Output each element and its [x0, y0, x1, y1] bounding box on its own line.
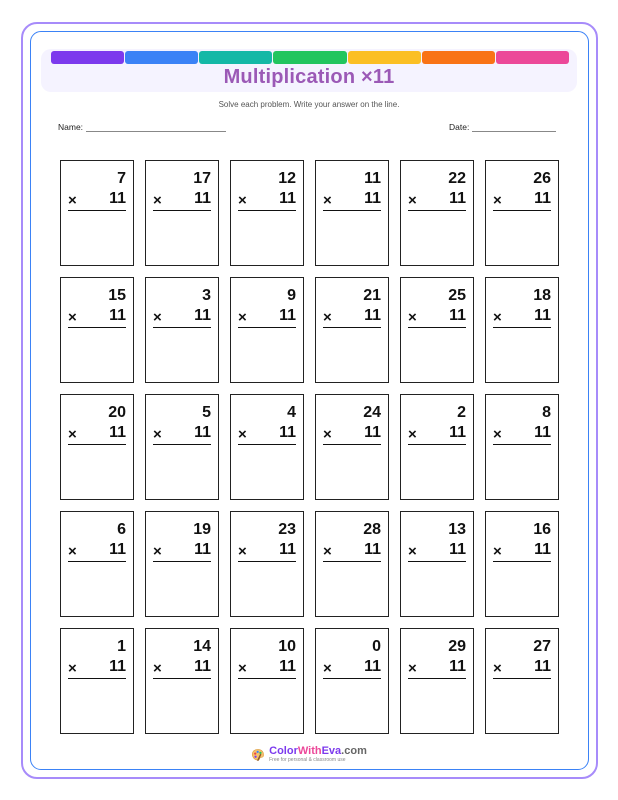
answer-line	[68, 444, 126, 445]
times-sign: ×	[68, 192, 77, 209]
times-sign: ×	[493, 426, 502, 443]
multiplicand: 20	[108, 404, 126, 421]
problem-grid	[60, 160, 559, 734]
multiplicand: 28	[363, 521, 381, 538]
multiplicand: 6	[117, 521, 126, 538]
times-sign: ×	[153, 543, 162, 560]
problem-box[interactable]	[485, 511, 559, 617]
answer-line	[153, 327, 211, 328]
multiplicand: 27	[533, 638, 551, 655]
problem-box[interactable]	[315, 394, 389, 500]
multiplicand: 17	[193, 170, 211, 187]
multiplier: 11	[364, 307, 381, 324]
answer-line	[493, 444, 551, 445]
problem-box[interactable]	[400, 160, 474, 266]
problem-box[interactable]	[230, 628, 304, 734]
problem-box[interactable]	[145, 160, 219, 266]
problem-box[interactable]	[230, 394, 304, 500]
multiplier: 11	[279, 190, 296, 207]
problem-box[interactable]	[400, 394, 474, 500]
rainbow-segment	[125, 51, 198, 64]
rainbow-bar	[51, 51, 569, 64]
multiplicand: 2	[457, 404, 466, 421]
problem-box[interactable]	[60, 394, 134, 500]
times-sign: ×	[408, 309, 417, 326]
answer-line	[68, 327, 126, 328]
answer-line	[68, 678, 126, 679]
times-sign: ×	[238, 309, 247, 326]
times-sign: ×	[493, 192, 502, 209]
multiplicand: 19	[193, 521, 211, 538]
problem-box[interactable]	[485, 160, 559, 266]
multiplicand: 12	[278, 170, 296, 187]
multiplicand: 15	[108, 287, 126, 304]
times-sign: ×	[153, 309, 162, 326]
multiplier: 11	[364, 541, 381, 558]
multiplier: 11	[364, 424, 381, 441]
date-line[interactable]	[472, 123, 556, 132]
answer-line	[408, 678, 466, 679]
times-sign: ×	[238, 426, 247, 443]
problem-box[interactable]	[485, 394, 559, 500]
answer-line	[238, 327, 296, 328]
rainbow-segment	[422, 51, 495, 64]
multiplicand: 18	[533, 287, 551, 304]
multiplicand: 11	[364, 170, 381, 187]
problem-box[interactable]	[60, 511, 134, 617]
name-line[interactable]	[86, 123, 226, 132]
times-sign: ×	[408, 192, 417, 209]
times-sign: ×	[238, 543, 247, 560]
name-label: Name:	[58, 122, 84, 132]
problem-box[interactable]	[60, 277, 134, 383]
palette-icon	[251, 748, 265, 762]
multiplier: 11	[109, 658, 126, 675]
times-sign: ×	[238, 660, 247, 677]
multiplier: 11	[279, 658, 296, 675]
problem-box[interactable]	[400, 511, 474, 617]
multiplier: 11	[449, 541, 466, 558]
answer-line	[323, 210, 381, 211]
times-sign: ×	[68, 660, 77, 677]
times-sign: ×	[323, 192, 332, 209]
multiplicand: 8	[542, 404, 551, 421]
page-title: Multiplication ×11	[223, 66, 395, 88]
answer-line	[408, 561, 466, 562]
multiplicand: 24	[363, 404, 381, 421]
times-sign: ×	[323, 543, 332, 560]
multiplier: 11	[109, 424, 126, 441]
multiplier: 11	[534, 424, 551, 441]
times-sign: ×	[153, 192, 162, 209]
problem-box[interactable]	[315, 277, 389, 383]
multiplicand: 10	[278, 638, 296, 655]
multiplier: 11	[194, 658, 211, 675]
answer-line	[323, 678, 381, 679]
problem-box[interactable]	[60, 628, 134, 734]
multiplier: 11	[449, 307, 466, 324]
multiplicand: 13	[448, 521, 466, 538]
times-sign: ×	[68, 426, 77, 443]
times-sign: ×	[493, 309, 502, 326]
multiplier: 11	[194, 541, 211, 558]
multiplier: 11	[534, 190, 551, 207]
answer-line	[408, 210, 466, 211]
multiplicand: 22	[448, 170, 466, 187]
answer-line	[238, 561, 296, 562]
times-sign: ×	[408, 543, 417, 560]
multiplicand: 3	[202, 287, 211, 304]
multiplicand: 0	[372, 638, 381, 655]
multiplicand: 5	[202, 404, 211, 421]
answer-line	[153, 561, 211, 562]
answer-line	[493, 327, 551, 328]
problem-box[interactable]	[145, 628, 219, 734]
multiplier: 11	[194, 424, 211, 441]
multiplier: 11	[194, 307, 211, 324]
rainbow-segment	[51, 51, 124, 64]
multiplier: 11	[109, 541, 126, 558]
problem-box[interactable]	[485, 628, 559, 734]
answer-line	[493, 210, 551, 211]
multiplier: 11	[364, 658, 381, 675]
times-sign: ×	[153, 426, 162, 443]
answer-line	[493, 678, 551, 679]
times-sign: ×	[408, 426, 417, 443]
problem-box[interactable]	[60, 160, 134, 266]
rainbow-segment	[273, 51, 346, 64]
multiplier: 11	[279, 541, 296, 558]
times-sign: ×	[493, 543, 502, 560]
date-label: Date:	[449, 122, 470, 132]
problem-box[interactable]	[145, 394, 219, 500]
multiplier: 11	[449, 424, 466, 441]
times-sign: ×	[323, 426, 332, 443]
date-field	[449, 122, 556, 132]
problem-box[interactable]	[485, 277, 559, 383]
rainbow-segment	[348, 51, 421, 64]
answer-line	[238, 678, 296, 679]
problem-box[interactable]	[145, 277, 219, 383]
instructions: Solve each problem. Write your answer on the line.	[218, 100, 400, 109]
times-sign: ×	[493, 660, 502, 677]
answer-line	[68, 210, 126, 211]
multiplier: 11	[279, 424, 296, 441]
multiplier: 11	[364, 190, 381, 207]
answer-line	[323, 561, 381, 562]
multiplier: 11	[534, 541, 551, 558]
answer-line	[408, 444, 466, 445]
multiplier: 11	[449, 190, 466, 207]
multiplicand: 16	[533, 521, 551, 538]
times-sign: ×	[408, 660, 417, 677]
multiplicand: 4	[287, 404, 296, 421]
multiplicand: 7	[117, 170, 126, 187]
answer-line	[153, 210, 211, 211]
times-sign: ×	[68, 309, 77, 326]
multiplicand: 14	[193, 638, 211, 655]
multiplier: 11	[109, 190, 126, 207]
times-sign: ×	[238, 192, 247, 209]
answer-line	[408, 327, 466, 328]
multiplicand: 23	[278, 521, 296, 538]
problem-box[interactable]	[315, 628, 389, 734]
answer-line	[153, 444, 211, 445]
times-sign: ×	[68, 543, 77, 560]
multiplier: 11	[534, 307, 551, 324]
multiplier: 11	[279, 307, 296, 324]
brand-name: ColorWithEva.com	[269, 745, 367, 757]
answer-line	[323, 327, 381, 328]
times-sign: ×	[323, 309, 332, 326]
answer-line	[493, 561, 551, 562]
name-field	[58, 122, 226, 132]
answer-line	[68, 561, 126, 562]
problem-box[interactable]	[315, 160, 389, 266]
answer-line	[238, 444, 296, 445]
problem-box[interactable]	[400, 628, 474, 734]
answer-line	[323, 444, 381, 445]
problem-box[interactable]	[230, 511, 304, 617]
answer-line	[153, 678, 211, 679]
multiplier: 11	[194, 190, 211, 207]
multiplicand: 21	[363, 287, 381, 304]
multiplicand: 29	[448, 638, 466, 655]
brand-tagline: Free for personal & classroom use	[269, 757, 346, 763]
problem-box[interactable]	[400, 277, 474, 383]
multiplicand: 26	[533, 170, 551, 187]
multiplicand: 9	[287, 287, 296, 304]
multiplicand: 25	[448, 287, 466, 304]
footer-logo	[0, 746, 618, 763]
problem-box[interactable]	[230, 160, 304, 266]
problem-box[interactable]	[230, 277, 304, 383]
problem-box[interactable]	[145, 511, 219, 617]
multiplier: 11	[534, 658, 551, 675]
times-sign: ×	[153, 660, 162, 677]
problem-box[interactable]	[315, 511, 389, 617]
rainbow-segment	[496, 51, 569, 64]
rainbow-segment	[199, 51, 272, 64]
multiplier: 11	[449, 658, 466, 675]
times-sign: ×	[323, 660, 332, 677]
multiplicand: 1	[117, 638, 126, 655]
answer-line	[238, 210, 296, 211]
multiplier: 11	[109, 307, 126, 324]
